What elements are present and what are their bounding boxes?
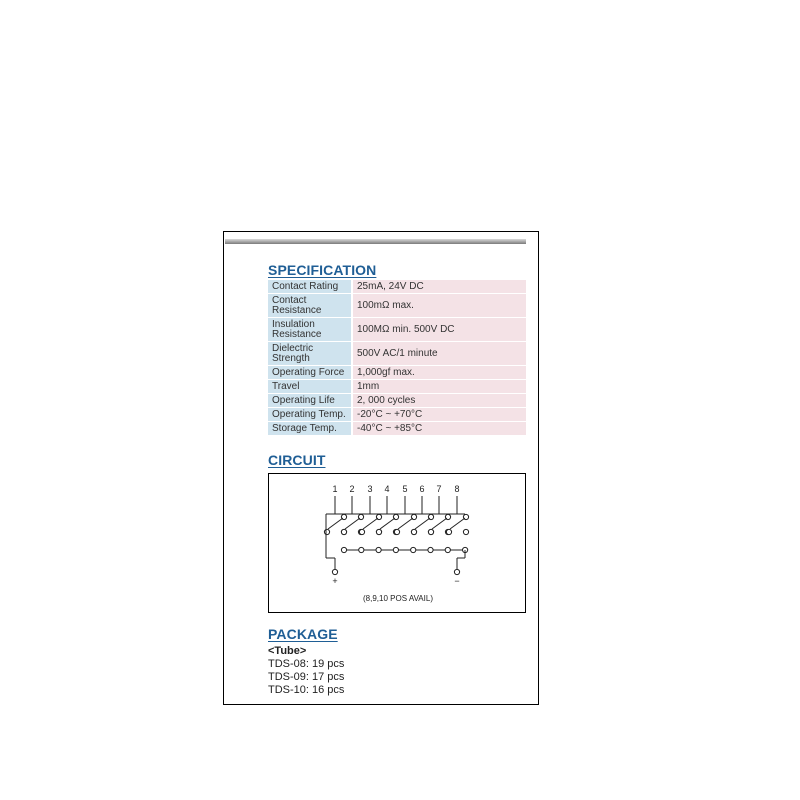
switch-contact bbox=[428, 529, 433, 534]
spec-label: Insulation Resistance bbox=[268, 318, 351, 341]
spec-value: 100mΩ max. bbox=[351, 294, 526, 317]
spec-value: 1,000gf max. bbox=[351, 366, 526, 379]
switch-lever bbox=[415, 518, 430, 529]
spec-row bbox=[268, 408, 526, 421]
package-subtitle: <Tube> bbox=[268, 645, 307, 657]
spec-row bbox=[268, 342, 526, 365]
spec-row bbox=[268, 294, 526, 317]
rail-contact bbox=[393, 547, 398, 552]
datasheet-panel bbox=[223, 231, 539, 705]
circuit-diagram bbox=[268, 473, 526, 613]
switch-contact bbox=[394, 529, 399, 534]
spec-value: 100MΩ min. 500V DC bbox=[351, 318, 526, 341]
pin-label: 3 bbox=[367, 484, 373, 494]
pin-label: 8 bbox=[454, 484, 460, 494]
spec-label: Contact Rating bbox=[268, 280, 351, 293]
package-item: TDS-09: 17 pcs bbox=[268, 671, 345, 683]
switch-contact bbox=[359, 529, 364, 534]
rail-contact bbox=[428, 547, 433, 552]
switch-lever bbox=[345, 518, 360, 529]
circuit-heading: CIRCUIT bbox=[268, 452, 326, 468]
switch-contact bbox=[463, 529, 468, 534]
switch-contact bbox=[376, 529, 381, 534]
spec-label: Contact Resistance bbox=[268, 294, 351, 317]
package-item: TDS-10: 16 pcs bbox=[268, 684, 345, 696]
specification-heading: SPECIFICATION bbox=[268, 262, 377, 278]
spec-value: 1mm bbox=[351, 380, 526, 393]
spec-value: -40°C ~ +85°C bbox=[351, 422, 526, 435]
rail-contact bbox=[376, 547, 381, 552]
rail-contact bbox=[341, 547, 346, 552]
switch-contact bbox=[341, 529, 346, 534]
rail-contact bbox=[359, 547, 364, 552]
switch-lever bbox=[398, 518, 413, 529]
package-info bbox=[268, 645, 344, 697]
spec-label: Operating Temp. bbox=[268, 408, 351, 421]
package-heading: PACKAGE bbox=[268, 626, 338, 642]
spec-label: Operating Force bbox=[268, 366, 351, 379]
switch-lever bbox=[432, 518, 447, 529]
circuit-caption: (8,9,10 POS AVAIL) bbox=[363, 594, 433, 603]
pin-label: 2 bbox=[349, 484, 355, 494]
switch-contact bbox=[411, 529, 416, 534]
spec-row bbox=[268, 394, 526, 407]
package-item: TDS-08: 19 pcs bbox=[268, 658, 345, 670]
circuit-schematic bbox=[269, 474, 525, 612]
header-rule bbox=[225, 239, 526, 244]
spec-label: Travel bbox=[268, 380, 351, 393]
pin-label: 7 bbox=[436, 484, 442, 494]
spec-value: 2, 000 cycles bbox=[351, 394, 526, 407]
switch-lever bbox=[450, 518, 465, 529]
spec-label: Operating Life bbox=[268, 394, 351, 407]
plus-terminal bbox=[332, 569, 337, 574]
spec-label: Dielectric Strength bbox=[268, 342, 351, 365]
minus-terminal-label: − bbox=[454, 576, 460, 586]
spec-value: 25mA, 24V DC bbox=[351, 280, 526, 293]
switch-contact bbox=[446, 529, 451, 534]
rail-contact bbox=[411, 547, 416, 552]
spec-row bbox=[268, 422, 526, 435]
switch-lever bbox=[380, 518, 395, 529]
minus-terminal bbox=[454, 569, 459, 574]
pin-label: 6 bbox=[419, 484, 425, 494]
pin-label: 5 bbox=[402, 484, 408, 494]
rail-contact bbox=[445, 547, 450, 552]
spec-row bbox=[268, 318, 526, 341]
spec-value: 500V AC/1 minute bbox=[351, 342, 526, 365]
specification-table bbox=[268, 279, 526, 436]
spec-row bbox=[268, 366, 526, 379]
switch-lever bbox=[363, 518, 378, 529]
switch-contact bbox=[324, 529, 329, 534]
spec-row bbox=[268, 380, 526, 393]
spec-row bbox=[268, 280, 526, 293]
plus-terminal-label: + bbox=[332, 576, 338, 586]
spec-label: Storage Temp. bbox=[268, 422, 351, 435]
pin-label: 4 bbox=[384, 484, 390, 494]
switch-lever bbox=[328, 518, 343, 529]
pin-label: 1 bbox=[332, 484, 338, 494]
spec-value: -20°C ~ +70°C bbox=[351, 408, 526, 421]
